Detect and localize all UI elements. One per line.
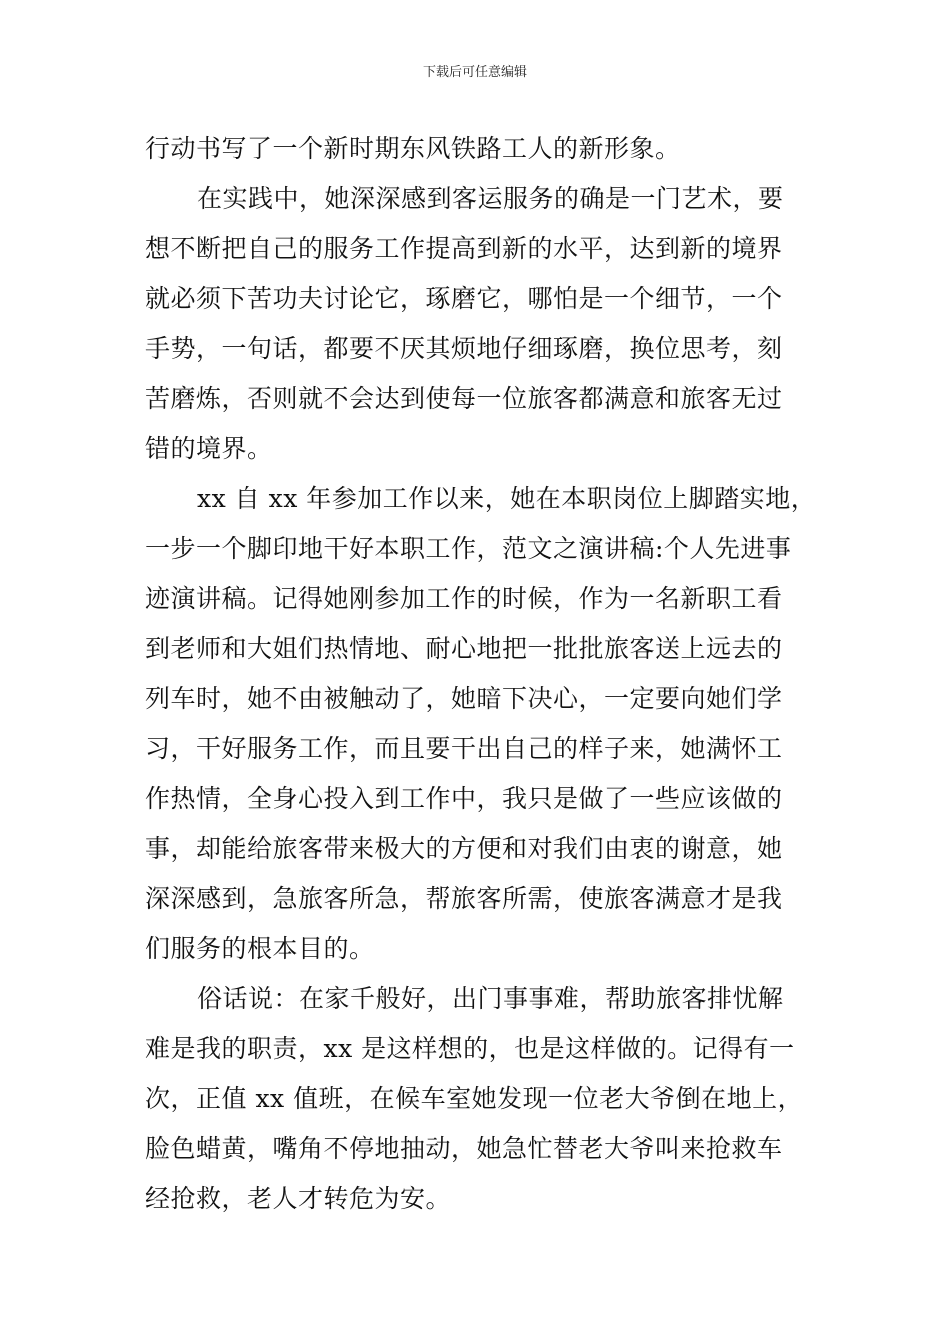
text-line: 事，却能给旅客带来极大的方便和对我们由衷的谢意，她 [145,834,783,863]
text-line: 错的境界。 [145,434,273,463]
text-line: 列车时，她不由被触动了，她暗下决心，一定要向她们学 [145,684,783,713]
text-line: 经抢救，老人才转危为安。 [145,1184,452,1213]
text-line: 在实践中，她深深感到客运服务的确是一门艺术，要 [197,184,784,213]
text-line: 就必须下苦功夫讨论它，琢磨它，哪怕是一个细节，一个 [145,284,783,313]
text-line: 苦磨炼，否则就不会达到使每一位旅客都满意和旅客无过 [145,384,783,413]
text-line: 脸色蜡黄，嘴角不停地抽动，她急忙替老大爷叫来抢救车 [145,1134,783,1163]
text-line: xx 自 xx 年参加工作以来，她在本职岗位上脚踏实地， [197,484,817,513]
text-line: 深深感到，急旅客所急，帮旅客所需，使旅客满意才是我 [145,884,783,913]
text-line: 们服务的根本目的。 [145,934,375,963]
text-line: 到老师和大姐们热情地、耐心地把一批批旅客送上远去的 [145,634,783,663]
paragraph-3 [145,474,815,974]
paragraph-2 [145,174,815,474]
text-line: 习，干好服务工作，而且要干出自己的样子来，她满怀工 [145,734,783,763]
text-line: 一步一个脚印地干好本职工作，范文之演讲稿:个人先进事 [145,534,792,563]
document-body [145,124,815,1224]
paragraph-1 [145,124,815,174]
page-header: 下载后可任意编辑 [422,65,527,80]
text-line: 难是我的职责，xx 是这样想的，也是这样做的。记得有一 [145,1034,795,1063]
text-line: 想不断把自己的服务工作提高到新的水平，达到新的境界 [145,234,783,263]
paragraph-4 [145,974,815,1224]
text-line: 手势，一句话，都要不厌其烦地仔细琢磨，换位思考，刻 [145,334,783,363]
text-line: 次，正值 xx 值班，在候车室她发现一位老大爷倒在地上， [145,1084,804,1113]
text-line: 俗话说：在家千般好，出门事事难，帮助旅客排忧解 [197,984,784,1013]
text-line: 作热情，全身心投入到工作中，我只是做了一些应该做的 [145,784,783,813]
text-line: 迹演讲稿。记得她刚参加工作的时候，作为一名新职工看 [145,584,783,613]
text-line: 行动书写了一个新时期东风铁路工人的新形象。 [145,134,681,163]
